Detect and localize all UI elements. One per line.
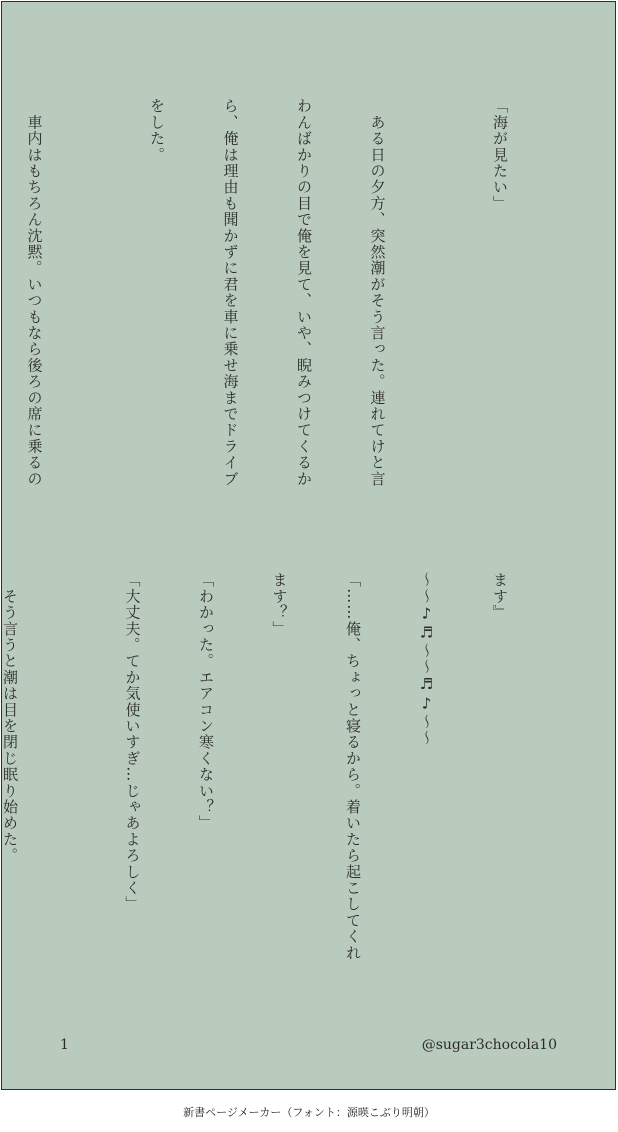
text-line: 「大丈夫。てか気使いすぎ…じゃあよろしく」 [123, 572, 142, 913]
novel-page [1, 1, 616, 1090]
text-line: ます』 [491, 572, 509, 621]
text-block-bottom [0, 572, 561, 992]
text-line: 「わかった。エアコン寒くない？」 [197, 572, 215, 832]
text-line: ら、俺は理由も聞かずに君を車に乗せ海までドライブ [221, 98, 240, 487]
author-handle: @sugar3chocola10 [421, 1037, 557, 1053]
text-line: 車内はもちろん沈黙。いつもなら後ろの席に乗るの [25, 98, 44, 487]
text-line: そう言うと潮は目を閉じ眠り始めた。 [1, 572, 19, 864]
text-block-top [0, 98, 561, 528]
page-number: 1 [60, 1037, 69, 1053]
text-line: 「……俺、ちょっと寝るから。着いたら起こしてくれ [344, 572, 362, 961]
text-line: わんばかりの目で俺を見て、いや、睨みつけてくるか [295, 98, 313, 487]
text-line: 〜〜♪♬〜〜♬♪〜〜 [417, 572, 436, 746]
text-line: ある日の夕方、突然潮がそう言った。連れてけと言 [368, 98, 387, 487]
text-line: 「海が見たい」 [491, 98, 509, 212]
text-line: ます？」 [270, 572, 289, 637]
text-line: をした。 [148, 98, 166, 163]
generator-caption: 新書ページメーカー（フォント：源暎こぶり明朝） [183, 1106, 435, 1119]
